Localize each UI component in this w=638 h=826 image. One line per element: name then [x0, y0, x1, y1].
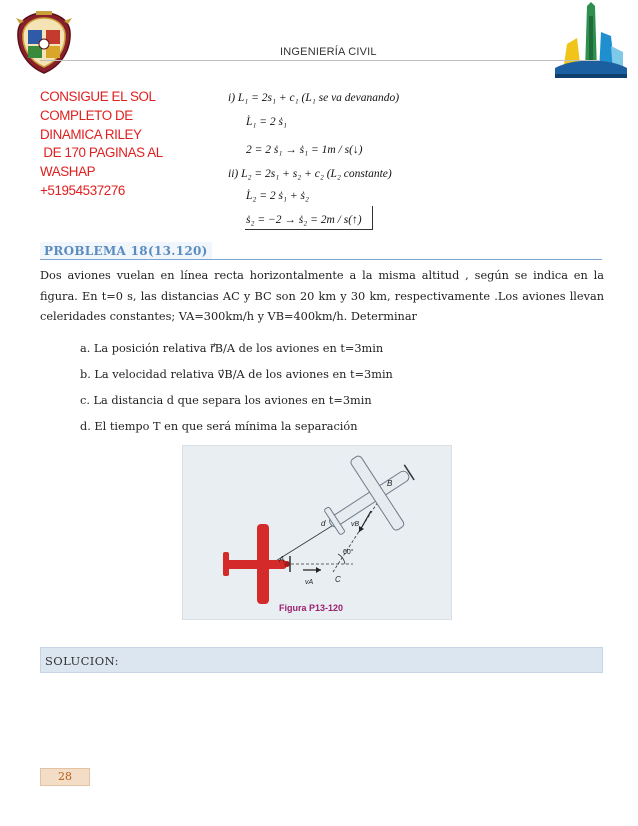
- solution-header: [40, 647, 603, 673]
- ad-line: DE 170 PAGINAS AL: [40, 145, 163, 161]
- equation-line: L̇₂ = 2 ṡ₁ + ṡ₂: [246, 190, 309, 202]
- label-a: A: [279, 555, 285, 564]
- label-b: B: [387, 479, 393, 488]
- ad-line: CONSIGUE EL SOL: [40, 89, 156, 104]
- label-vb: vB: [351, 521, 360, 528]
- task-b: b. La velocidad relativa v⃗B/A de los aviones en t=3min: [80, 368, 393, 381]
- header-title: INGENIERÍA CIVIL: [280, 46, 377, 58]
- equation-line: ṡ₂ = −2 → ṡ₂ = 2m / s(↑): [246, 214, 362, 226]
- task-c: c. La distancia d que separa los aviones en t=3min: [80, 394, 372, 407]
- problem-title: [40, 240, 602, 260]
- ad-line: COMPLETO DE: [40, 107, 133, 123]
- result-box: [245, 206, 373, 230]
- ad-line: DINAMICA RILEY: [40, 126, 142, 142]
- figure-caption: Figura P13-120: [279, 603, 344, 613]
- problem-statement: Dos aviones vuelan en línea recta horizontalmente a la misma altitud , según se indica en la figura. En t=0 s, las distancias AC y BC son 20 km y 30 km, respectivamente .Los aviones llevan celeridades constantes; VA=300km/h y VB=400km/h. Determinar: [40, 269, 604, 323]
- ad-line: WASHAP: [40, 164, 96, 180]
- equation-line: 2 = 2 ṡ₁ → ṡ₁ = 1m / s(↓): [246, 144, 363, 156]
- equation-line: ii) L₂ = 2s₁ + s₂ + c₂ (L₂ constante): [228, 168, 392, 180]
- page-number: 28: [40, 768, 90, 786]
- label-va: vA: [305, 579, 314, 586]
- plane-a-icon: [223, 524, 290, 604]
- ad-line: +51954537276: [40, 182, 125, 198]
- ad-block: [40, 88, 230, 201]
- label-d: d: [321, 519, 326, 528]
- task-a: a. La posición relativa r⃗B/A de los aviones en t=3min: [80, 342, 384, 355]
- figure-p13-120: [182, 445, 452, 620]
- university-seal-logo: [14, 10, 74, 76]
- va-arrow-icon: [316, 567, 321, 573]
- solution-label: SOLUCION:: [45, 654, 119, 668]
- plane-b-icon: [307, 446, 432, 559]
- header-divider: [40, 60, 600, 61]
- problem-title-text: PROBLEMA 18(13.120): [40, 242, 212, 259]
- equation-line: i) L₁ = 2s₁ + c₁ (L₁ se va devanando): [228, 92, 400, 104]
- label-c: C: [335, 575, 341, 584]
- task-d: d. El tiempo T en que será mínima la separación: [80, 420, 358, 433]
- label-angle: 60°: [343, 549, 354, 556]
- equation-line: L̇₁ = 2 ṡ₁: [246, 116, 288, 128]
- civil-engineering-logo: [553, 2, 629, 82]
